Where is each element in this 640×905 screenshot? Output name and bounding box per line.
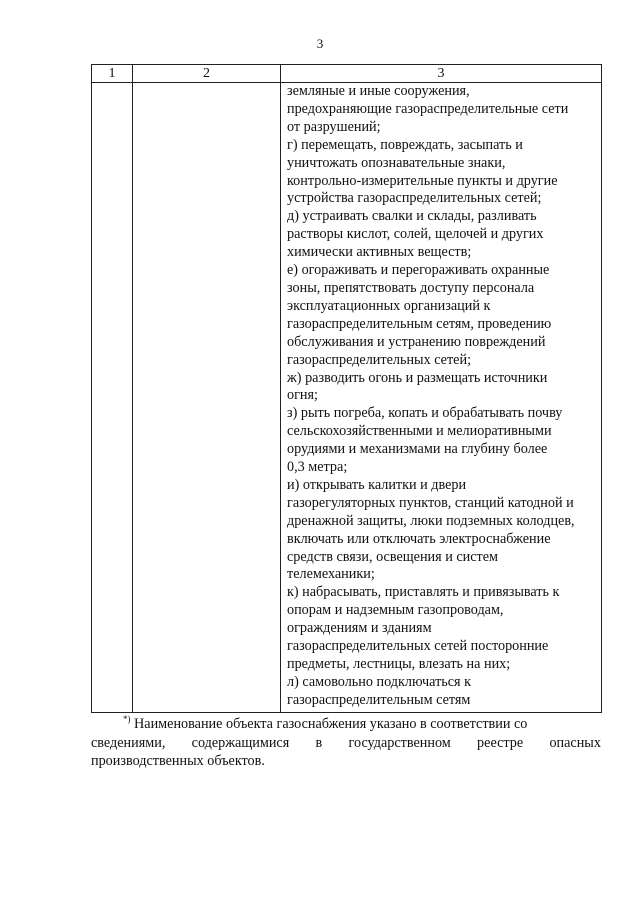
footnote-word: государственном <box>348 734 451 751</box>
text-line: д) устраивать свалки и склады, разливать <box>287 208 537 225</box>
cell-col2 <box>133 83 281 713</box>
column-header-1: 1 <box>92 65 133 83</box>
text-line: телемеханики; <box>287 566 375 583</box>
text-line: средств связи, освещения и систем <box>287 548 499 565</box>
text-line: включать или отключать электроснабжение <box>287 530 551 547</box>
text-line: к) набрасывать, приставлять и привязывать к <box>287 584 560 601</box>
text-line: ж) разводить огонь и размещать источники <box>287 369 548 386</box>
column-header-3: 3 <box>281 65 602 83</box>
footnote-line-1 <box>91 710 601 734</box>
footnote-word: реестре <box>477 734 524 751</box>
text-line: е) огораживать и перегораживать охранные <box>287 262 550 279</box>
requirements-table <box>91 64 602 713</box>
column-header-2: 2 <box>133 65 281 83</box>
text-line: огня; <box>287 387 318 404</box>
text-line: уничтожать опознавательные знаки, <box>287 154 506 171</box>
footnote-word: сведениями, <box>91 734 166 751</box>
text-line: газораспределительных сетей посторонние <box>287 638 549 655</box>
cell-col3 <box>281 83 602 713</box>
text-line: ограждениям и зданиям <box>287 620 432 637</box>
text-line: растворы кислот, солей, щелочей и других <box>287 226 544 243</box>
text-line: химически активных веществ; <box>287 244 472 261</box>
text-line: контрольно-измерительные пункты и другие <box>287 172 558 189</box>
text-line: газорегуляторных пунктов, станций катодной и <box>287 494 574 511</box>
text-line: предметы, лестницы, влезать на них; <box>287 656 511 672</box>
text-line: опорам и надземным газопроводам, <box>287 602 504 619</box>
text-line: газораспределительным сетям <box>287 691 471 708</box>
text-line: л) самовольно подключаться к <box>287 673 472 690</box>
text-line: дренажной защиты, люки подземных колодцев, <box>287 512 575 529</box>
table-row <box>92 83 602 713</box>
text-line: от разрушений; <box>287 118 381 135</box>
text-line: г) перемещать, повреждать, засыпать и <box>287 136 523 153</box>
text-line: газораспределительным сетям, проведению <box>287 315 552 332</box>
text-line: обслуживания и устранению повреждений <box>287 333 546 350</box>
text-line: и) открывать калитки и двери <box>287 476 467 493</box>
footnote-line-2 <box>91 734 601 753</box>
text-line: эксплуатационных организаций к <box>287 297 491 314</box>
text-line: сельскохозяйственными и мелиоративными <box>287 423 552 440</box>
footnote-text-1: Наименование объекта газоснабжения указано в соответствии со <box>134 716 528 732</box>
footnote-word: содержащимися <box>191 734 290 751</box>
text-line: земляные и иные сооружения, <box>287 83 470 99</box>
cell-col1 <box>92 83 133 713</box>
footnote <box>91 710 601 771</box>
text-line: устройства газораспределительных сетей; <box>287 190 542 207</box>
text-line: газораспределительных сетей; <box>287 351 472 368</box>
footnote-marker: *) <box>123 714 131 724</box>
text-line: орудиями и механизмами на глубину более <box>287 441 548 458</box>
text-line: з) рыть погреба, копать и обрабатывать почву <box>287 405 563 422</box>
footnote-word: в <box>315 734 323 751</box>
footnote-word: опасных <box>549 734 601 751</box>
table-header-row <box>92 65 602 83</box>
text-line: предохраняющие газораспределительные сети <box>287 100 569 117</box>
footnote-line-3: производственных объектов. <box>91 753 265 769</box>
text-line: 0,3 метра; <box>287 459 348 476</box>
text-line: зоны, препятствовать доступу персонала <box>287 279 535 296</box>
page-number: 3 <box>316 36 324 51</box>
